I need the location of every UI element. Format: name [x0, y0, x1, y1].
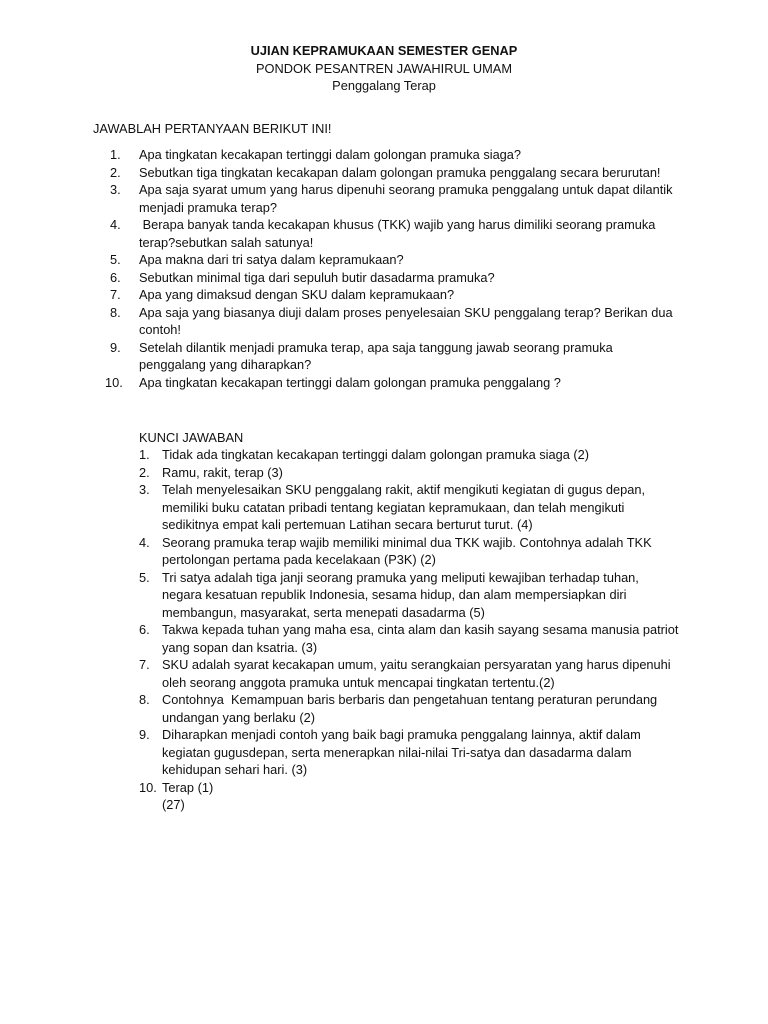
question-text: Sebutkan tiga tingkatan kecakapan dalam golongan pramuka penggalang secara berurutan! — [139, 164, 661, 180]
question-item — [0, 374, 679, 392]
question-text: Apa saja yang biasanya diuji dalam proses penyelesaian SKU penggalang terap? Berikan dua contoh! — [139, 304, 673, 337]
answer-text: Seorang pramuka terap wajib memiliki minimal dua TKK wajib. Contohnya adalah TKK pertolongan pertama pada kecelakaan (P3K) (2) — [162, 534, 652, 567]
question-item — [0, 339, 679, 374]
instruction-text: JAWABLAH PERTANYAAN BERIKUT INI! — [93, 121, 332, 136]
answer-number: 10. — [139, 779, 157, 795]
question-item — [0, 269, 679, 287]
answer-number: 7. — [139, 657, 150, 672]
question-text: Apa saja syarat umum yang harus dipenuhi seorang pramuka penggalang untuk dapat dilantik menjadi pramuka terap? — [139, 182, 673, 215]
question-number: 2. — [110, 164, 121, 180]
question-text: Berapa banyak tanda kecakapan khusus (TKK) wajib yang harus dimiliki seorang pramuka terap?sebutkan salah satunya! — [139, 217, 659, 250]
question-number: 1. — [110, 147, 121, 162]
answer-item — [0, 464, 680, 482]
question-number: 9. — [110, 339, 121, 355]
question-item — [0, 164, 679, 182]
question-list — [0, 146, 768, 391]
question-text: Apa tingkatan kecakapan tertinggi dalam golongan pramuka siaga? — [139, 147, 522, 162]
question-number: 10. — [105, 374, 123, 390]
answer-number: 1. — [139, 447, 150, 462]
question-text: Sebutkan minimal tiga dari sepuluh butir dasadarma pramuka? — [139, 269, 495, 285]
question-number: 6. — [110, 269, 121, 285]
exam-title: UJIAN KEPRAMUKAAN SEMESTER GENAP — [250, 43, 518, 58]
school-name: PONDOK PESANTREN JAWAHIRUL UMAM — [256, 60, 512, 76]
question-text: Apa tingkatan kecakapan tertinggi dalam golongan pramuka penggalang ? — [139, 374, 561, 390]
answer-item — [0, 621, 680, 656]
question-item — [0, 304, 679, 339]
answer-text: SKU adalah syarat kecakapan umum, yaitu serangkaian persyaratan yang harus dipenuhi oleh seorang anggota pramuka untuk mencapai tingkatan tertentu.(2) — [162, 657, 671, 690]
answer-text: Telah menyelesaikan SKU penggalang rakit, aktif mengikuti kegiatan di gugus depan, memiliki buku catatan pribadi tentang kegiatan kepramukaan, dan telah mengikuti sedikitnya empat kali pertemuan Latihan secara berturut turut. (4) — [162, 482, 646, 532]
answer-number: 3. — [139, 482, 150, 497]
question-item — [0, 286, 679, 304]
question-item — [0, 251, 679, 269]
answer-item — [0, 779, 680, 797]
answer-item — [0, 446, 680, 464]
answer-number: 5. — [139, 569, 150, 585]
answer-text: Diharapkan menjadi contoh yang baik bagi pramuka penggalang lainnya, aktif dalam kegiatan gugusdepan, serta menerapkan nilai-nilai Tri-satya dan dasadarma dalam kehidupan sehari hari. (3) — [162, 727, 641, 777]
question-item — [0, 146, 679, 164]
answer-text: Contohnya Kemampuan baris berbaris dan pengetahuan tentang peraturan perundang undangan yang berlaku (2) — [162, 692, 661, 725]
answer-item — [0, 691, 680, 726]
answer-number: 8. — [139, 692, 150, 707]
answer-key-list — [0, 446, 768, 814]
answer-item — [0, 569, 680, 622]
answer-number: 9. — [139, 727, 150, 742]
answer-number: 4. — [139, 534, 150, 550]
answer-text: Takwa kepada tuhan yang maha esa, cinta alam dan kasih sayang sesama manusia patriot yang sopan dan ksatria. (3) — [162, 622, 679, 655]
answer-item — [0, 481, 680, 534]
question-item — [0, 216, 679, 251]
answer-number: 2. — [139, 464, 150, 480]
question-number: 8. — [110, 304, 121, 320]
level-name: Penggalang Terap — [332, 78, 436, 93]
answer-item — [0, 534, 680, 569]
answer-text: Tidak ada tingkatan kecakapan tertinggi dalam golongan pramuka siaga (2) — [162, 447, 590, 462]
question-text: Setelah dilantik menjadi pramuka terap, apa saja tanggung jawab seorang pramuka penggalang yang diharapkan? — [139, 339, 613, 372]
question-number: 5. — [110, 252, 121, 267]
answer-number: 6. — [139, 622, 150, 637]
question-text: Apa yang dimaksud dengan SKU dalam kepramukaan? — [139, 287, 455, 302]
answer-text: Tri satya adalah tiga janji seorang pramuka yang meliputi kewajiban terhadap tuhan, negara kesatuan republik Indonesia, sesama hidup, dan alam mempersiapkan diri membangun, masyarakat, serta menepati dasadarma (5) — [162, 569, 639, 620]
document-header — [0, 42, 768, 95]
answer-item — [0, 726, 680, 779]
question-number: 3. — [110, 182, 121, 197]
total-score: (27) — [162, 797, 185, 812]
question-number: 4. — [110, 217, 121, 232]
question-number: 7. — [110, 287, 121, 302]
answer-text: Ramu, rakit, terap (3) — [162, 464, 283, 480]
question-item — [0, 181, 679, 216]
answer-key-heading: KUNCI JAWABAN — [139, 430, 244, 445]
answer-text: Terap (1) — [162, 779, 214, 795]
question-text: Apa makna dari tri satya dalam kepramukaan? — [139, 252, 404, 267]
answer-item — [0, 656, 680, 691]
